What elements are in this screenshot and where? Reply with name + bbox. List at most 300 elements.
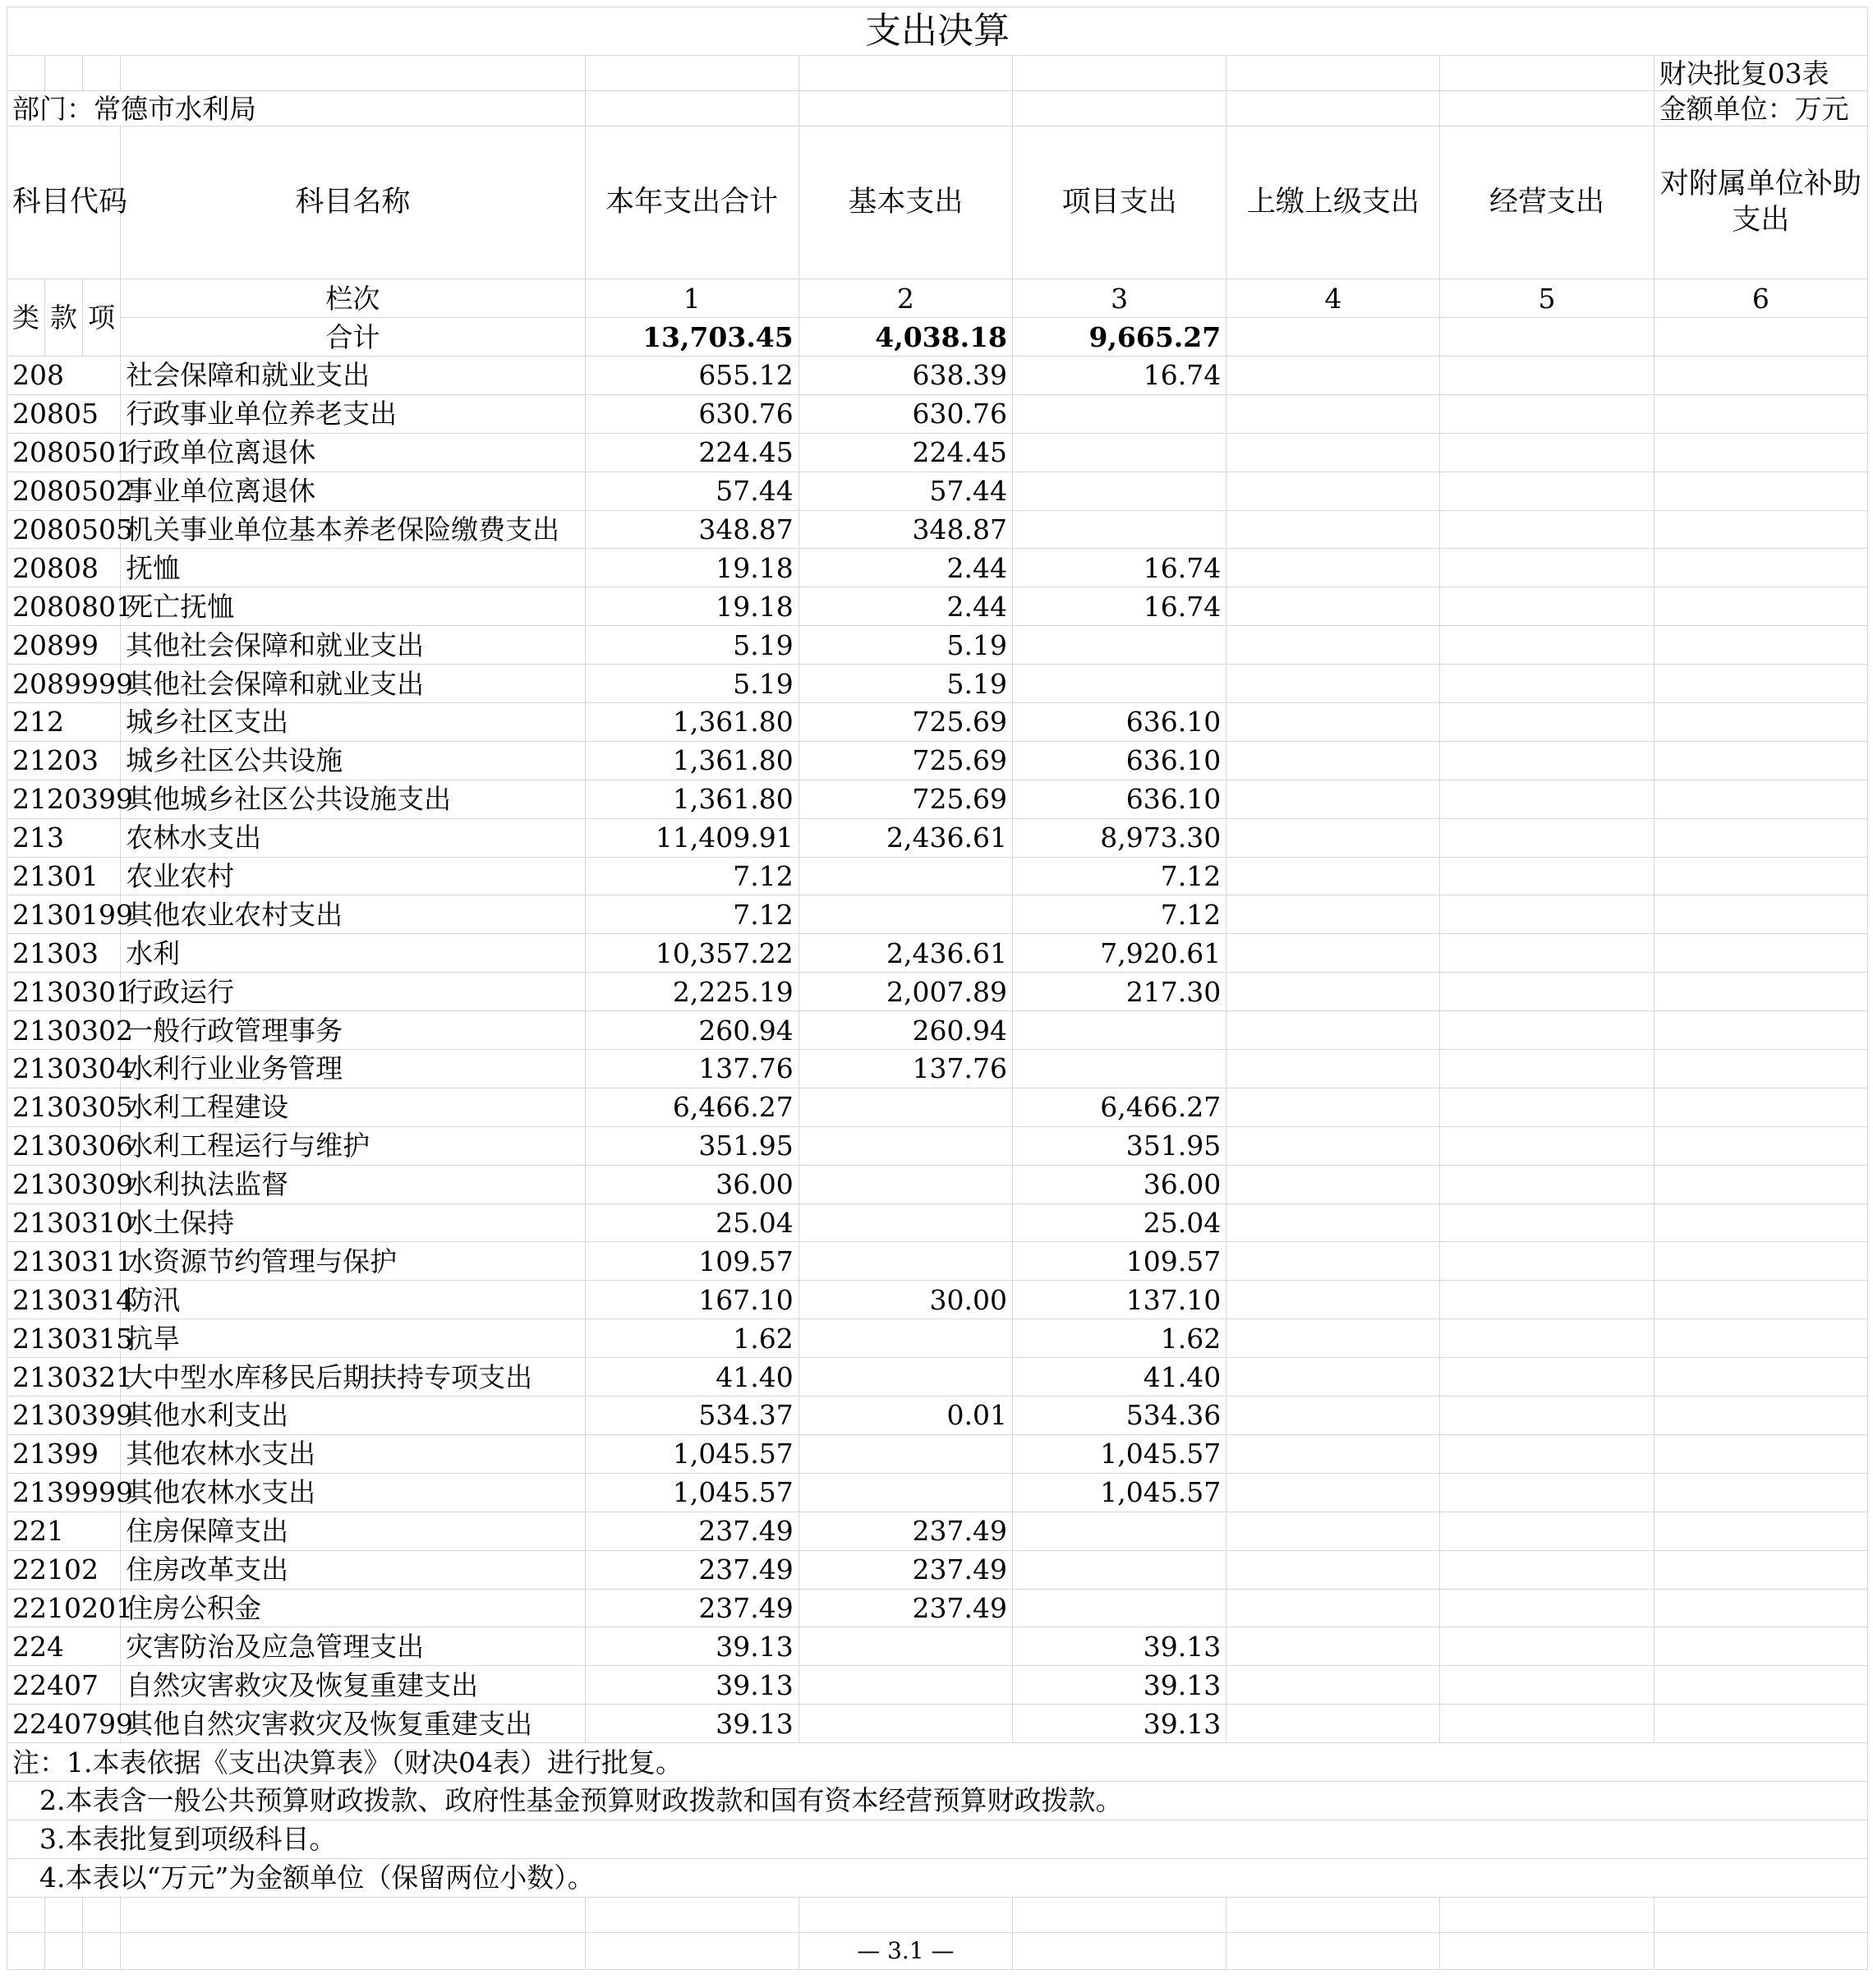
header-subsidy: 对附属单位补助支出 [1654, 127, 1867, 279]
table-row [7, 857, 1868, 895]
row-subsidy [1654, 818, 1867, 857]
row-business [1440, 433, 1654, 472]
table-row [7, 1397, 1868, 1435]
row-name: 住房保障支出 [121, 1512, 585, 1550]
row-name: 农林水支出 [121, 818, 585, 857]
row-project: 7.12 [1013, 895, 1226, 934]
row-business [1440, 857, 1654, 895]
row-total: 10,357.22 [585, 934, 798, 973]
row-name: 其他城乡社区公共设施支出 [121, 780, 585, 818]
row-name: 其他社会保障和就业支出 [121, 665, 585, 703]
row-project: 16.74 [1013, 549, 1226, 587]
row-name: 行政单位离退休 [121, 433, 585, 472]
table-row [7, 818, 1868, 857]
row-project: 41.40 [1013, 1358, 1226, 1397]
row-project [1013, 394, 1226, 433]
table-row [7, 472, 1868, 510]
row-project: 636.10 [1013, 703, 1226, 742]
row-upper [1226, 1473, 1440, 1512]
row-code: 22102 [7, 1550, 121, 1589]
row-total: 224.45 [585, 433, 798, 472]
row-code: 2210201 [7, 1589, 121, 1627]
row-basic [798, 1473, 1012, 1512]
row-upper [1226, 1434, 1440, 1473]
row-business [1440, 357, 1654, 395]
row-code: 2089999 [7, 665, 121, 703]
row-basic: 57.44 [798, 472, 1012, 510]
row-total: 237.49 [585, 1512, 798, 1550]
row-upper [1226, 1512, 1440, 1550]
row-subsidy [1654, 1550, 1867, 1589]
row-code: 21203 [7, 741, 121, 780]
row-project: 1,045.57 [1013, 1473, 1226, 1512]
row-basic [798, 1627, 1012, 1666]
row-upper [1226, 1203, 1440, 1242]
code-part-xiang: 项 [83, 279, 121, 357]
row-basic: 638.39 [798, 357, 1012, 395]
row-total: 7.12 [585, 895, 798, 934]
row-subsidy [1654, 433, 1867, 472]
row-project: 217.30 [1013, 973, 1226, 1011]
row-code: 2130309 [7, 1165, 121, 1203]
row-basic [798, 1165, 1012, 1203]
row-name: 城乡社区公共设施 [121, 741, 585, 780]
table-row [7, 741, 1868, 780]
row-upper [1226, 741, 1440, 780]
row-business [1440, 1050, 1654, 1088]
note-line: 4.本表以“万元”为金额单位（保留两位小数）。 [7, 1858, 1868, 1897]
row-total: 39.13 [585, 1666, 798, 1705]
row-name: 灾害防治及应急管理支出 [121, 1627, 585, 1666]
row-total: 57.44 [585, 472, 798, 510]
row-name: 城乡社区支出 [121, 703, 585, 742]
row-code: 2080801 [7, 587, 121, 626]
table-row [7, 780, 1868, 818]
header-upper: 上缴上级支出 [1226, 127, 1440, 279]
row-upper [1226, 780, 1440, 818]
row-code: 2130302 [7, 1011, 121, 1050]
row-upper [1226, 394, 1440, 433]
row-upper [1226, 472, 1440, 510]
row-code: 2130305 [7, 1088, 121, 1126]
row-total: 1,045.57 [585, 1434, 798, 1473]
row-name: 其他自然灾害救灾及恢复重建支出 [121, 1705, 585, 1743]
row-business [1440, 703, 1654, 742]
row-basic [798, 1705, 1012, 1743]
row-basic: 2.44 [798, 549, 1012, 587]
row-upper [1226, 665, 1440, 703]
row-code: 20805 [7, 394, 121, 433]
row-business [1440, 1512, 1654, 1550]
row-name: 行政事业单位养老支出 [121, 394, 585, 433]
row-code: 2120399 [7, 780, 121, 818]
row-business [1440, 665, 1654, 703]
row-basic: 137.76 [798, 1050, 1012, 1088]
code-part-lei: 类 [7, 279, 45, 357]
row-basic: 2,007.89 [798, 973, 1012, 1011]
row-subsidy [1654, 357, 1867, 395]
row-upper [1226, 703, 1440, 742]
row-subsidy [1654, 780, 1867, 818]
row-project: 8,973.30 [1013, 818, 1226, 857]
row-upper [1226, 626, 1440, 665]
column-index-1: 1 [585, 279, 798, 318]
form-id: 财决批复03表 [1654, 56, 1867, 91]
table-row [7, 1666, 1868, 1705]
row-total: 39.13 [585, 1627, 798, 1666]
table-row [7, 1434, 1868, 1473]
row-business [1440, 818, 1654, 857]
row-subsidy [1654, 973, 1867, 1011]
row-project: 1,045.57 [1013, 1434, 1226, 1473]
table-row [7, 394, 1868, 433]
row-business [1440, 472, 1654, 510]
row-business [1440, 1126, 1654, 1165]
column-index-6: 6 [1654, 279, 1867, 318]
column-index-5: 5 [1440, 279, 1654, 318]
row-business [1440, 741, 1654, 780]
row-business [1440, 1165, 1654, 1203]
row-code: 2240799 [7, 1705, 121, 1743]
row-business [1440, 626, 1654, 665]
row-subsidy [1654, 1358, 1867, 1397]
unit-label: 金额单位：万元 [1654, 91, 1867, 127]
row-upper [1226, 1242, 1440, 1281]
row-total: 351.95 [585, 1126, 798, 1165]
row-subsidy [1654, 665, 1867, 703]
row-business [1440, 1358, 1654, 1397]
row-upper [1226, 818, 1440, 857]
row-total: 7.12 [585, 857, 798, 895]
row-basic: 0.01 [798, 1397, 1012, 1435]
row-upper [1226, 1550, 1440, 1589]
row-upper [1226, 1319, 1440, 1358]
column-index-3: 3 [1013, 279, 1226, 318]
row-project: 636.10 [1013, 780, 1226, 818]
row-business [1440, 973, 1654, 1011]
row-project: 636.10 [1013, 741, 1226, 780]
row-upper [1226, 973, 1440, 1011]
row-total: 630.76 [585, 394, 798, 433]
row-total: 5.19 [585, 665, 798, 703]
table-row [7, 665, 1868, 703]
page-number: — 3.1 — [798, 1932, 1012, 1969]
row-name: 水利执法监督 [121, 1165, 585, 1203]
row-business [1440, 1242, 1654, 1281]
row-subsidy [1654, 510, 1867, 549]
column-index-2: 2 [798, 279, 1012, 318]
column-index-4: 4 [1226, 279, 1440, 318]
row-name: 事业单位离退休 [121, 472, 585, 510]
row-total: 11,409.91 [585, 818, 798, 857]
row-project: 1.62 [1013, 1319, 1226, 1358]
table-row [7, 1589, 1868, 1627]
row-project [1013, 1512, 1226, 1550]
row-basic [798, 1319, 1012, 1358]
expenditure-table [7, 7, 1868, 1970]
header-business: 经营支出 [1440, 127, 1654, 279]
row-business [1440, 587, 1654, 626]
row-project: 39.13 [1013, 1627, 1226, 1666]
row-name: 住房改革支出 [121, 1550, 585, 1589]
table-row [7, 433, 1868, 472]
row-total: 109.57 [585, 1242, 798, 1281]
table-row [7, 1512, 1868, 1550]
row-subsidy [1654, 703, 1867, 742]
row-business [1440, 510, 1654, 549]
table-row [7, 1203, 1868, 1242]
row-business [1440, 1011, 1654, 1050]
row-upper [1226, 1088, 1440, 1126]
row-business [1440, 895, 1654, 934]
row-code: 21399 [7, 1434, 121, 1473]
row-name: 机关事业单位基本养老保险缴费支出 [121, 510, 585, 549]
row-code: 21303 [7, 934, 121, 973]
row-name: 水土保持 [121, 1203, 585, 1242]
row-total: 167.10 [585, 1281, 798, 1319]
row-name: 其他农林水支出 [121, 1434, 585, 1473]
row-basic: 2.44 [798, 587, 1012, 626]
row-subsidy [1654, 1705, 1867, 1743]
row-subsidy [1654, 895, 1867, 934]
row-upper [1226, 1011, 1440, 1050]
row-subsidy [1654, 1666, 1867, 1705]
table-row [7, 1473, 1868, 1512]
table-row [7, 626, 1868, 665]
table-row [7, 1165, 1868, 1203]
row-code: 2130321 [7, 1358, 121, 1397]
row-subsidy [1654, 1050, 1867, 1088]
row-project: 109.57 [1013, 1242, 1226, 1281]
table-row [7, 1050, 1868, 1088]
row-code: 208 [7, 357, 121, 395]
row-total: 25.04 [585, 1203, 798, 1242]
row-total: 237.49 [585, 1589, 798, 1627]
table-row [7, 934, 1868, 973]
row-basic [798, 1088, 1012, 1126]
row-total: 39.13 [585, 1705, 798, 1743]
header-code: 科目代码 [7, 127, 121, 279]
row-basic: 2,436.61 [798, 818, 1012, 857]
header-name: 科目名称 [121, 127, 585, 279]
table-row [7, 1242, 1868, 1281]
row-code: 2130315 [7, 1319, 121, 1358]
row-total: 5.19 [585, 626, 798, 665]
page-title: 支出决算 [7, 7, 1868, 56]
row-project: 7,920.61 [1013, 934, 1226, 973]
row-project: 16.74 [1013, 357, 1226, 395]
row-name: 抚恤 [121, 549, 585, 587]
row-name: 防汛 [121, 1281, 585, 1319]
row-name: 行政运行 [121, 973, 585, 1011]
row-project [1013, 665, 1226, 703]
row-total: 2,225.19 [585, 973, 798, 1011]
row-subsidy [1654, 1011, 1867, 1050]
row-subsidy [1654, 394, 1867, 433]
row-code: 2130199 [7, 895, 121, 934]
row-basic: 725.69 [798, 780, 1012, 818]
note-line: 3.本表批复到项级科目。 [7, 1820, 1868, 1858]
row-upper [1226, 934, 1440, 973]
row-upper [1226, 857, 1440, 895]
row-name: 抗旱 [121, 1319, 585, 1358]
code-part-kuan: 款 [45, 279, 83, 357]
row-total: 1,361.80 [585, 703, 798, 742]
table-row [7, 1550, 1868, 1589]
row-project: 16.74 [1013, 587, 1226, 626]
row-total: 237.49 [585, 1550, 798, 1589]
row-code: 21301 [7, 857, 121, 895]
row-name: 其他社会保障和就业支出 [121, 626, 585, 665]
header-total: 本年支出合计 [585, 127, 798, 279]
row-basic [798, 1242, 1012, 1281]
row-subsidy [1654, 549, 1867, 587]
row-name: 水资源节约管理与保护 [121, 1242, 585, 1281]
row-project: 25.04 [1013, 1203, 1226, 1242]
row-subsidy [1654, 857, 1867, 895]
row-subsidy [1654, 1203, 1867, 1242]
row-code: 2130304 [7, 1050, 121, 1088]
row-project [1013, 626, 1226, 665]
table-row [7, 549, 1868, 587]
row-project: 6,466.27 [1013, 1088, 1226, 1126]
row-total: 19.18 [585, 549, 798, 587]
row-code: 2080502 [7, 472, 121, 510]
row-subsidy [1654, 1589, 1867, 1627]
row-project: 36.00 [1013, 1165, 1226, 1203]
row-basic: 630.76 [798, 394, 1012, 433]
row-basic: 5.19 [798, 626, 1012, 665]
row-project: 351.95 [1013, 1126, 1226, 1165]
row-basic: 237.49 [798, 1589, 1012, 1627]
row-upper [1226, 1705, 1440, 1743]
row-name: 其他农业农村支出 [121, 895, 585, 934]
row-basic: 237.49 [798, 1550, 1012, 1589]
note-line: 2.本表含一般公共预算财政拨款、政府性基金预算财政拨款和国有资本经营预算财政拨款。 [7, 1781, 1868, 1820]
row-name: 其他水利支出 [121, 1397, 585, 1435]
row-basic: 237.49 [798, 1512, 1012, 1550]
totals-label: 合计 [121, 318, 585, 357]
row-business [1440, 549, 1654, 587]
row-business [1440, 780, 1654, 818]
row-code: 2130311 [7, 1242, 121, 1281]
row-basic: 30.00 [798, 1281, 1012, 1319]
row-name: 水利 [121, 934, 585, 973]
table-row [7, 1011, 1868, 1050]
row-code: 221 [7, 1512, 121, 1550]
row-business [1440, 1705, 1654, 1743]
row-basic [798, 1203, 1012, 1242]
row-total: 19.18 [585, 587, 798, 626]
row-project: 39.13 [1013, 1666, 1226, 1705]
row-subsidy [1654, 1165, 1867, 1203]
row-upper [1226, 1397, 1440, 1435]
row-total: 1,045.57 [585, 1473, 798, 1512]
column-index-label: 栏次 [121, 279, 585, 318]
row-code: 213 [7, 818, 121, 857]
row-subsidy [1654, 1126, 1867, 1165]
table-row [7, 1088, 1868, 1126]
table-row [7, 1126, 1868, 1165]
header-basic: 基本支出 [798, 127, 1012, 279]
row-code: 20899 [7, 626, 121, 665]
row-total: 655.12 [585, 357, 798, 395]
row-project: 7.12 [1013, 857, 1226, 895]
header-project: 项目支出 [1013, 127, 1226, 279]
row-business [1440, 1397, 1654, 1435]
row-basic: 348.87 [798, 510, 1012, 549]
row-business [1440, 934, 1654, 973]
row-total: 6,466.27 [585, 1088, 798, 1126]
row-business [1440, 1319, 1654, 1358]
row-upper [1226, 1358, 1440, 1397]
row-basic [798, 1126, 1012, 1165]
row-project [1013, 1050, 1226, 1088]
row-subsidy [1654, 1281, 1867, 1319]
row-name: 自然灾害救灾及恢复重建支出 [121, 1666, 585, 1705]
row-total: 348.87 [585, 510, 798, 549]
row-name: 社会保障和就业支出 [121, 357, 585, 395]
row-project [1013, 510, 1226, 549]
row-project [1013, 1011, 1226, 1050]
row-upper [1226, 549, 1440, 587]
totals-basic: 4,038.18 [798, 318, 1012, 357]
row-basic: 725.69 [798, 703, 1012, 742]
table-row [7, 1281, 1868, 1319]
row-code: 2130310 [7, 1203, 121, 1242]
row-basic [798, 895, 1012, 934]
row-code: 2130399 [7, 1397, 121, 1435]
row-subsidy [1654, 934, 1867, 973]
row-business [1440, 1203, 1654, 1242]
row-name: 农业农村 [121, 857, 585, 895]
row-basic [798, 857, 1012, 895]
row-business [1440, 1281, 1654, 1319]
table-row [7, 587, 1868, 626]
row-business [1440, 1627, 1654, 1666]
row-basic [798, 1666, 1012, 1705]
row-upper [1226, 357, 1440, 395]
row-project [1013, 1550, 1226, 1589]
row-business [1440, 1550, 1654, 1589]
row-subsidy [1654, 587, 1867, 626]
row-upper [1226, 1050, 1440, 1088]
row-project [1013, 1589, 1226, 1627]
table-row [7, 510, 1868, 549]
row-code: 2080505 [7, 510, 121, 549]
row-subsidy [1654, 1512, 1867, 1550]
row-code: 212 [7, 703, 121, 742]
row-name: 死亡抚恤 [121, 587, 585, 626]
row-upper [1226, 895, 1440, 934]
totals-project: 9,665.27 [1013, 318, 1226, 357]
row-subsidy [1654, 472, 1867, 510]
row-business [1440, 1666, 1654, 1705]
table-row [7, 357, 1868, 395]
row-business [1440, 1088, 1654, 1126]
row-total: 534.37 [585, 1397, 798, 1435]
row-business [1440, 394, 1654, 433]
department-label: 部门：常德市水利局 [7, 91, 586, 127]
row-basic: 5.19 [798, 665, 1012, 703]
row-total: 260.94 [585, 1011, 798, 1050]
row-project: 39.13 [1013, 1705, 1226, 1743]
row-total: 36.00 [585, 1165, 798, 1203]
table-row [7, 1358, 1868, 1397]
row-name: 其他农林水支出 [121, 1473, 585, 1512]
row-upper [1226, 1589, 1440, 1627]
row-total: 1,361.80 [585, 741, 798, 780]
